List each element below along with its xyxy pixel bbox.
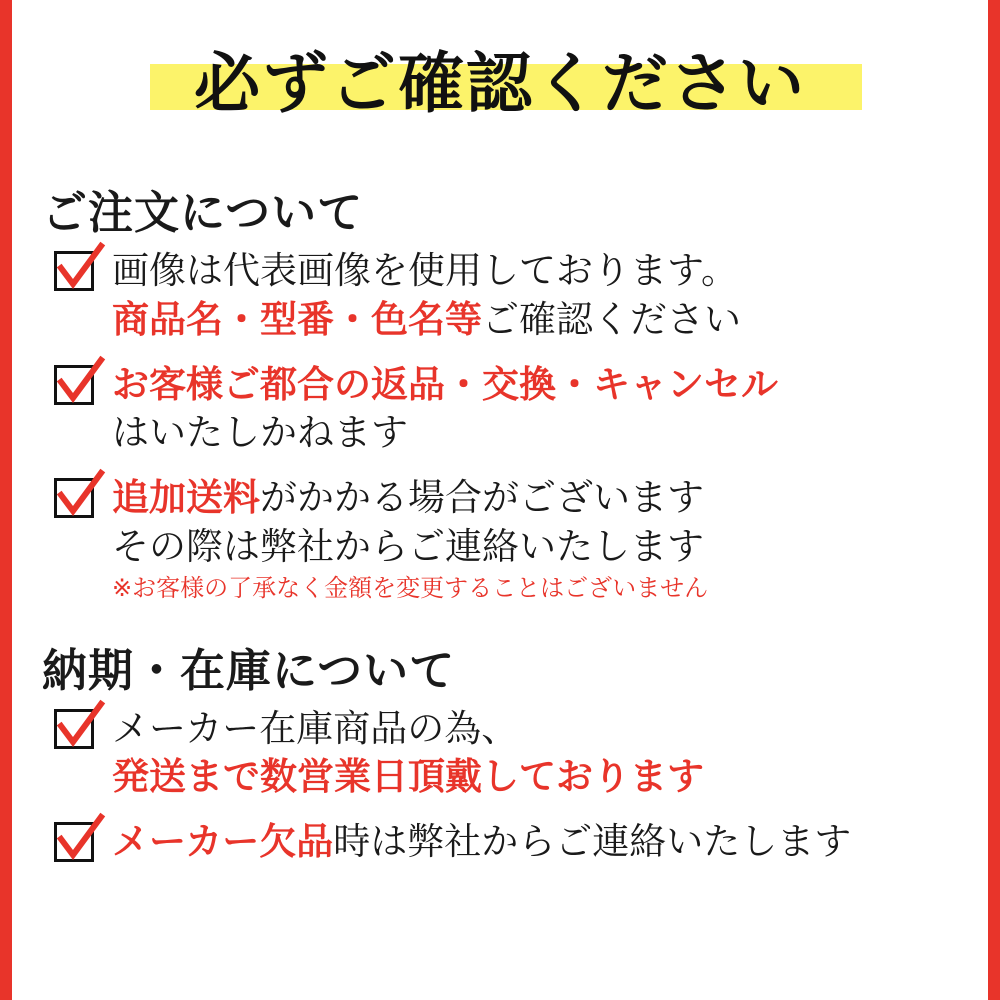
list-item <box>54 247 988 345</box>
page-title-wrapper <box>12 38 988 130</box>
checkbox-checked-icon <box>54 478 94 518</box>
list-item <box>54 818 988 867</box>
item-line-emphasis: 追加送料 <box>112 476 260 520</box>
section-heading-stock: 納期・在庫について <box>42 643 456 697</box>
left-red-border <box>0 0 12 1000</box>
notice-content <box>12 0 988 1000</box>
item-line: はいたしかねます <box>112 411 408 455</box>
item-line <box>112 296 988 345</box>
item-line <box>112 818 988 867</box>
item-line <box>112 474 988 523</box>
item-line-tail: 時は弊社からご連絡いたします <box>333 820 852 864</box>
page-title: 必ずご確認ください <box>194 45 806 122</box>
list-item <box>54 361 988 459</box>
item-line-tail: がかかる場合がございます <box>260 476 704 520</box>
checkbox-checked-icon <box>54 251 94 291</box>
checkbox-checked-icon <box>54 709 94 749</box>
list-item <box>54 705 988 803</box>
item-line-emphasis: メーカー欠品 <box>112 820 334 864</box>
checkbox-checked-icon <box>54 365 94 405</box>
item-line-emphasis: 商品名・型番・色名等 <box>112 297 482 341</box>
list-item <box>54 474 988 605</box>
item-line: 画像は代表画像を使用しております。 <box>112 249 739 292</box>
item-note: ※お客様の了承なく金額を変更することはございません <box>112 573 709 602</box>
item-line: 発送まで数営業日頂戴しております <box>112 755 704 799</box>
item-line: その際は弊社からご連絡いたします <box>112 525 704 569</box>
section-heading-order: ご注文について <box>42 186 364 239</box>
right-red-border <box>988 0 1000 1000</box>
item-line: メーカー在庫商品の為、 <box>112 706 519 750</box>
item-line-tail: ご確認ください <box>482 297 741 341</box>
checkbox-checked-icon <box>54 822 94 862</box>
item-line: お客様ご都合の返品・交換・キャンセル <box>112 362 778 406</box>
